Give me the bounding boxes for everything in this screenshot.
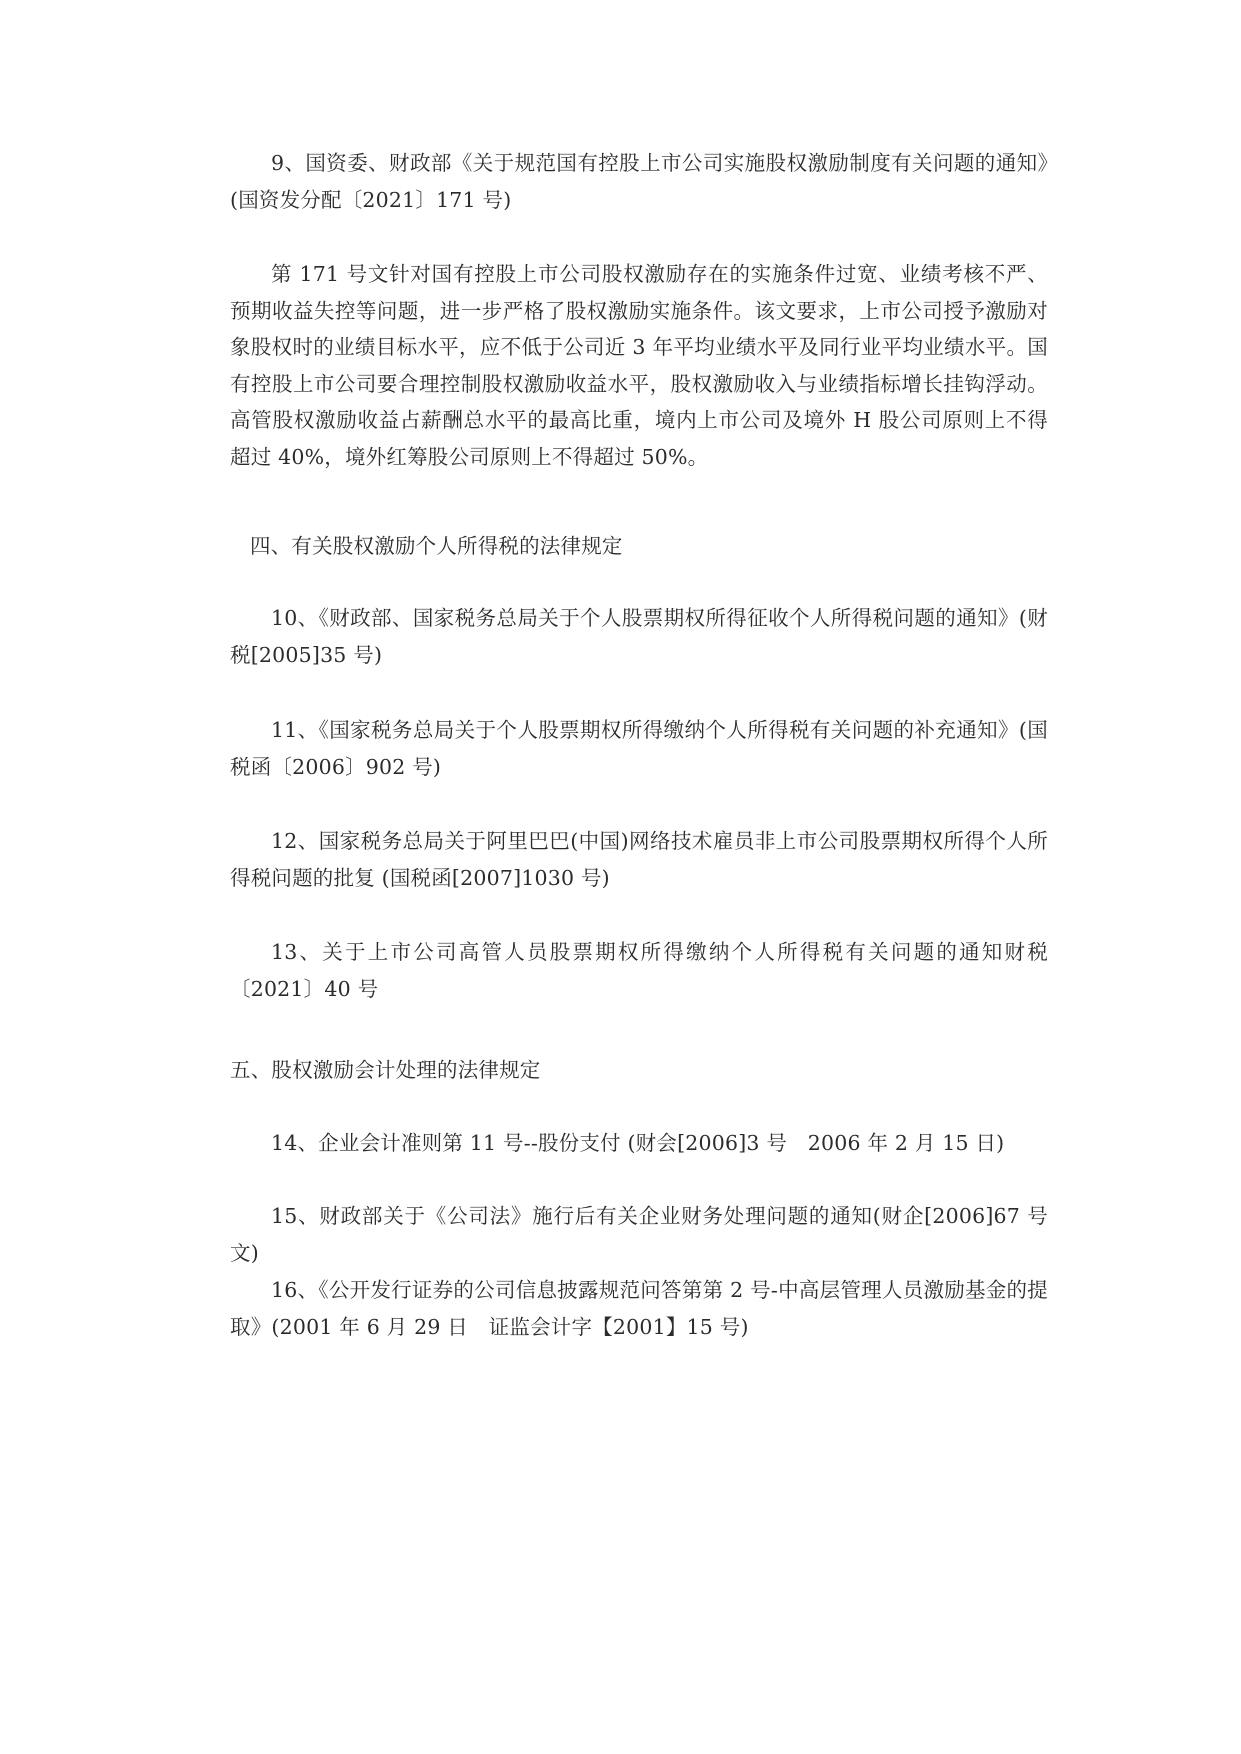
paragraph-item-14: 14、企业会计准则第 11 号--股份支付 (财会[2006]3 号 2006 年 2 月 15 日) — [271, 1131, 1005, 1155]
paragraph-item-12: 12、国家税务总局关于阿里巴巴(中国)网络技术雇员非上市公司股票期权所得个人所得税问题的批复 (国税函[2007]1030 号) — [230, 829, 1048, 890]
paragraph-item-16: 16、《公开发行证券的公司信息披露规范问答第第 2 号-中高层管理人员激励基金的提取》(2001 年 6 月 29 日 证监会计字【2001】15 号) — [230, 1278, 1048, 1339]
paragraph-171-explanation: 第 171 号文针对国有控股上市公司股权激励存在的实施条件过宽、业绩考核不严、预期收益失控等问题，进一步严格了股权激励实施条件。该文要求，上市公司授予激励对象股权时的业绩目标水平，应不低于公司近 3 年平均业绩水平及同行业平均业绩水平。国有控股上市公司要合理控制股权激励收益水平，股权激励收入与业绩指标增长挂钩浮动。高管股权激励收益占薪酬总水平的最高比重，境内上市公司及境外 H 股公司原则上不得超过 40%，境外红筹股公司原则上不得超过 50%。 — [230, 262, 1048, 469]
paragraph-item-9: 9、国资委、财政部《关于规范国有控股上市公司实施股权激励制度有关问题的通知》(国资发分配〔2021〕171 号) — [230, 151, 1048, 212]
section-heading-4: 四、有关股权激励个人所得税的法律规定 — [250, 534, 623, 558]
section-heading-5: 五、股权激励会计处理的法律规定 — [230, 1058, 541, 1082]
paragraph-item-11: 11、《国家税务总局关于个人股票期权所得缴纳个人所得税有关问题的补充通知》(国税函〔2006〕902 号) — [230, 718, 1048, 779]
paragraph-item-10: 10、《财政部、国家税务总局关于个人股票期权所得征收个人所得税问题的通知》(财税[2005]35 号) — [230, 606, 1048, 667]
paragraph-item-15: 15、财政部关于《公司法》施行后有关企业财务处理问题的通知(财企[2006]67 号文) — [230, 1204, 1048, 1265]
paragraph-item-13: 13、关于上市公司高管人员股票期权所得缴纳个人所得税有关问题的通知财税〔2021〕40 号 — [230, 940, 1048, 1001]
